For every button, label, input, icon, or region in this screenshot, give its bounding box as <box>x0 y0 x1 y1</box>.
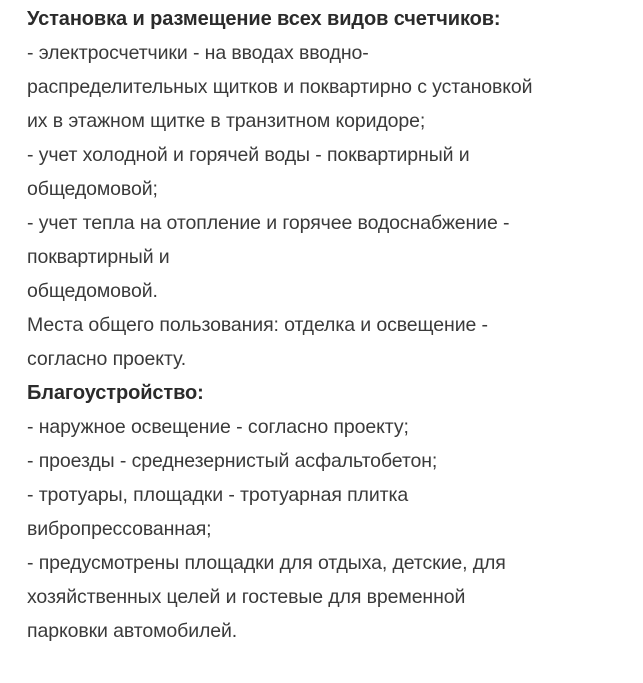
meters-heading: Установка и размещение всех видов счетчиков: <box>27 8 501 30</box>
meters-line: согласно проекту. <box>27 348 187 370</box>
meters-line: - электросчетчики - на вводах вводно- <box>27 42 369 64</box>
document-body <box>27 2 639 648</box>
landscaping-line: - предусмотрены площадки для отдыха, детские, для <box>27 552 506 574</box>
meters-line: Места общего пользования: отделка и освещение - <box>27 314 488 336</box>
meters-line: - учет тепла на отопление и горячее водоснабжение - <box>27 212 510 234</box>
meters-line: распределительных щитков и поквартирно с установкой <box>27 76 533 98</box>
meters-line: поквартирный и <box>27 246 170 268</box>
landscaping-line: хозяйственных целей и гостевые для временной <box>27 586 466 608</box>
meters-line: общедомовой. <box>27 280 158 302</box>
meters-line: - учет холодной и горячей воды - поквартирный и <box>27 144 470 166</box>
landscaping-line: - наружное освещение - согласно проекту; <box>27 416 409 438</box>
landscaping-line: вибропрессованная; <box>27 518 212 540</box>
landscaping-line: - тротуары, площадки - тротуарная плитка <box>27 484 409 506</box>
landscaping-line: - проезды - среднезернистый асфальтобетон; <box>27 450 438 472</box>
landscaping-heading: Благоустройство: <box>27 382 204 404</box>
meters-line: общедомовой; <box>27 178 158 200</box>
meters-line: их в этажном щитке в транзитном коридоре; <box>27 110 426 132</box>
landscaping-line: парковки автомобилей. <box>27 620 238 642</box>
